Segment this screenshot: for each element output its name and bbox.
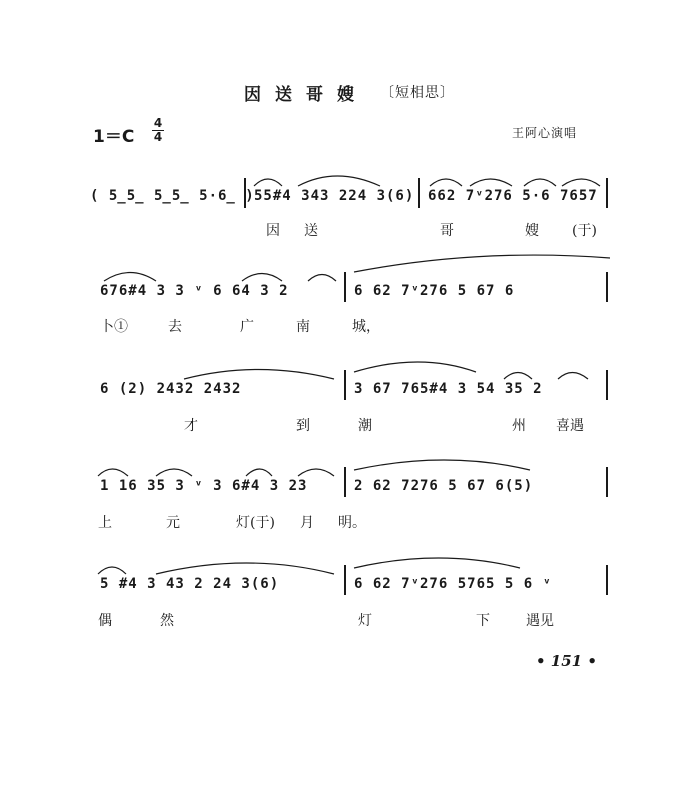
slur-arc (354, 460, 530, 470)
lyric: 到 (296, 418, 310, 434)
slur-arc (184, 370, 334, 380)
time-signature-denominator: 4 (153, 130, 163, 144)
performer-credit: 王阿心演唱 (512, 126, 578, 140)
slur-arc (242, 274, 282, 282)
slur-arc (308, 275, 336, 282)
system-3-segment-1: 6 (2) 2432 2432 (100, 381, 242, 397)
lyric: 因 (266, 223, 280, 239)
lyric: 下 (476, 613, 490, 629)
lyric: 喜遇 (556, 418, 584, 434)
slur-arc (156, 563, 334, 574)
slur-arc (430, 179, 462, 186)
system-1-segment-1: ( 5̲5̲ 5̲5̲ 5·6̲ ) (90, 188, 255, 204)
lyric: 才 (184, 418, 198, 434)
slur-arc (354, 255, 610, 272)
slur-arc (298, 469, 334, 476)
slur-arc (254, 179, 282, 186)
system-2-segment-2: 6 62 7ᵛ276 5 67 6 (354, 283, 515, 299)
system-4-segment-2: 2 62 7276 5 67 6(5) (354, 478, 534, 494)
lyric: (于) (572, 223, 597, 239)
lyric: 哥 (440, 223, 454, 239)
song-subtitle: 〔短相思〕 (380, 85, 455, 101)
slur-arc (246, 469, 272, 476)
slur-arc (524, 179, 556, 186)
system-3-segment-2: 3 67 765#4 3 54 35 2 (354, 381, 543, 397)
system-5-segment-2: 6 62 7ᵛ276 5765 5 6 ᵛ (354, 576, 553, 592)
slur-arc (558, 373, 588, 380)
lyric: 元 (166, 515, 180, 531)
lyric: 南 (296, 319, 310, 335)
system-4-segment-1: 1 16 35 3 ᵛ 3 6#4 3 23 (100, 478, 308, 494)
slur-arc (470, 179, 512, 186)
lyric: 灯(于) (236, 515, 275, 531)
lyric: 城， (352, 319, 380, 335)
slur-arc (104, 273, 156, 282)
slur-arc (354, 362, 476, 372)
slur-arc (298, 176, 380, 186)
lyric: 潮 (358, 418, 372, 434)
slur-arc (354, 558, 520, 568)
system-1-segment-3: 662 7ᵛ276 5·6 7657 (428, 188, 598, 204)
system-5-segment-1: 5 #4 3 43 2 24 3(6) (100, 576, 280, 592)
slur-arc (98, 567, 126, 574)
system-1-segment-2: 55#4 343 224 3(6) (254, 188, 415, 204)
slur-arc (156, 469, 192, 476)
slur-arc (98, 469, 128, 476)
lyric: 明。 (338, 515, 366, 531)
lyric: 送 (304, 223, 318, 239)
lyric: 嫂 (525, 223, 539, 239)
lyric: 偶 (98, 613, 112, 629)
lyric: 灯 (358, 613, 372, 629)
lyric: 去 (168, 319, 182, 335)
slur-arc (504, 373, 532, 380)
lyric: 广 (240, 319, 254, 335)
slur-arc (562, 179, 600, 186)
lyric: 月 (300, 515, 314, 531)
page-number: • 151 • (536, 652, 597, 670)
system-2-segment-1: 676#4 3 3 ᵛ 6 64 3 2 (100, 283, 289, 299)
lyric: 卜① (100, 319, 128, 335)
lyric: 遇见 (526, 613, 554, 629)
song-title: 因送哥嫂 (244, 85, 368, 105)
key-signature: 1＝C (93, 127, 135, 147)
lyric: 州 (512, 418, 526, 434)
time-signature-numerator: 4 (153, 116, 163, 130)
lyric: 上 (98, 515, 112, 531)
lyric: 然 (160, 613, 174, 629)
